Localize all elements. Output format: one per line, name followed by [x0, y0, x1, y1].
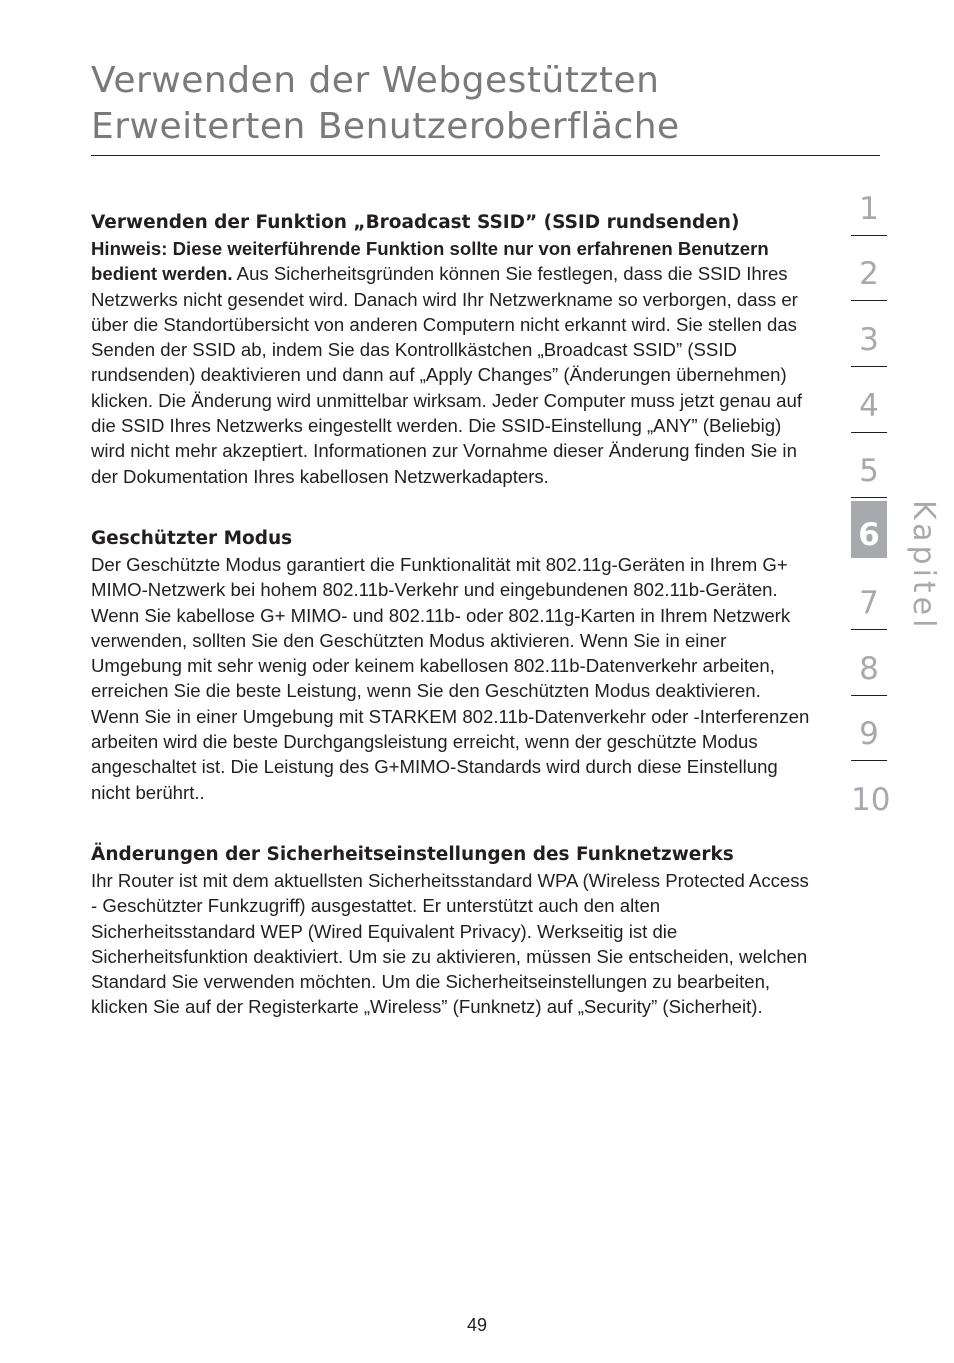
section-body — [91, 236, 811, 489]
chapter-label: Kapitel — [906, 500, 941, 632]
chapter-tab-4[interactable] — [851, 367, 887, 433]
title-divider — [91, 155, 880, 156]
chapter-tab-8[interactable] — [851, 630, 887, 696]
section-body: Ihr Router ist mit dem aktuellsten Sicherheitsstandard WPA (Wireless Protected Access - Geschützter Funkzugriff) ausgestattet. Er unterstützt auch den alten Sicherheitsstandard WEP (Wired Equivalent Privacy). Werkseitig ist die Sicherheitsfunktion deaktiviert. Um sie zu aktivieren, müssen Sie entscheiden, welchen Standard Sie verwenden möchten. Um die Sicherheitseinstellungen zu bearbeiten, klicken Sie auf der Registerkarte „Wireless” (Funknetz) auf „Security” (Sicherheit). — [91, 869, 809, 1018]
advanced-user-note: Hinweis: Diese weiterführende Funktion sollte nur von erfahrenen Benutzern bedient werden. — [91, 238, 769, 285]
chapter-tab-2[interactable] — [851, 236, 887, 302]
chapter-tab-7[interactable] — [851, 564, 887, 630]
chapter-tab-nav — [851, 170, 891, 827]
chapter-number: 2 — [859, 256, 879, 293]
chapter-tab-3[interactable] — [851, 301, 887, 367]
section-heading: Verwenden der Funktion „Broadcast SSID” (SSID rundsenden) — [91, 212, 740, 233]
section-wireless-security — [91, 842, 811, 1020]
chapter-tab-1[interactable] — [851, 170, 887, 236]
chapter-tab-6-active[interactable] — [851, 498, 887, 564]
page-number: 49 — [466, 1315, 488, 1335]
section-protected-mode — [91, 526, 811, 805]
section-body: Der Geschützte Modus garantiert die Funktionalität mit 802.11g-Geräten in Ihrem G+ MIMO-Netzwerk bei hohem 802.11b-Verkehr und eingebundenen 802.11b-Geräten. Wenn Sie kabellose G+ MIMO- und 802.11b- oder 802.11g-Karten in Ihrem Netzwerk verwenden, sollten Sie den Geschützten Modus aktivieren. Wenn Sie in einer Umgebung mit sehr wenig oder keinem kabellosen 802.11b-Datenverkehr arbeiten, erreichen Sie die beste Leistung, wenn Sie den Geschützten Modus deaktivieren. Wenn Sie in einer Umgebung mit STARKEM 802.11b-Datenverkehr oder -Interferenzen arbeiten wird die beste Durchgangsleistung erreicht, wenn der geschützte Modus angeschaltet ist. Die Leistung des G+MIMO-Standards wird durch diese Einstellung nicht berührt.. — [91, 553, 810, 803]
chapter-tab-5[interactable] — [851, 433, 887, 499]
section-heading: Änderungen der Sicherheitseinstellungen des Funknetzwerks — [91, 843, 734, 865]
chapter-number: 1 — [859, 190, 879, 227]
chapter-number: 9 — [859, 716, 879, 753]
chapter-number: 4 — [859, 387, 879, 424]
chapter-tab-9[interactable] — [851, 696, 887, 762]
page-title: Verwenden der Webgestützten Erweiterten Benutzeroberfläche — [91, 60, 680, 147]
chapter-number: 5 — [859, 453, 879, 490]
chapter-number: 3 — [859, 322, 879, 359]
chapter-number: 6 — [858, 517, 880, 554]
section-heading: Geschützter Modus — [91, 527, 293, 549]
chapter-number: 10 — [851, 781, 891, 818]
chapter-tab-10[interactable] — [851, 761, 891, 827]
chapter-number: 7 — [859, 584, 879, 621]
section-body-text: Aus Sicherheitsgründen können Sie festlegen, dass die SSID Ihres Netzwerks nicht gesendet wird. Danach wird Ihr Netzwerkname so verborgen, dass er über die Standortübersicht von anderen Computern nicht erkannt wird. Sie stellen das Senden der SSID ab, indem Sie das Kontrollkästchen „Broadcast SSID” (SSID rundsenden) deaktivieren und dann auf „Apply Changes” (Änderungen übernehmen) klicken. Die Änderung wird unmittelbar wirksam. Jeder Computer muss jetzt genau auf die SSID Ihres Netzwerks eingestellt werden. Die SSID-Einstellung „ANY” (Beliebig) wird nicht mehr akzeptiert. Informationen zur Vornahme dieser Änderung finden Sie in der Dokumentation Ihres kabellosen Netzwerkadapters. — [91, 263, 803, 487]
main-content — [91, 210, 811, 1020]
section-broadcast-ssid — [91, 210, 811, 489]
chapter-number: 8 — [859, 650, 879, 687]
